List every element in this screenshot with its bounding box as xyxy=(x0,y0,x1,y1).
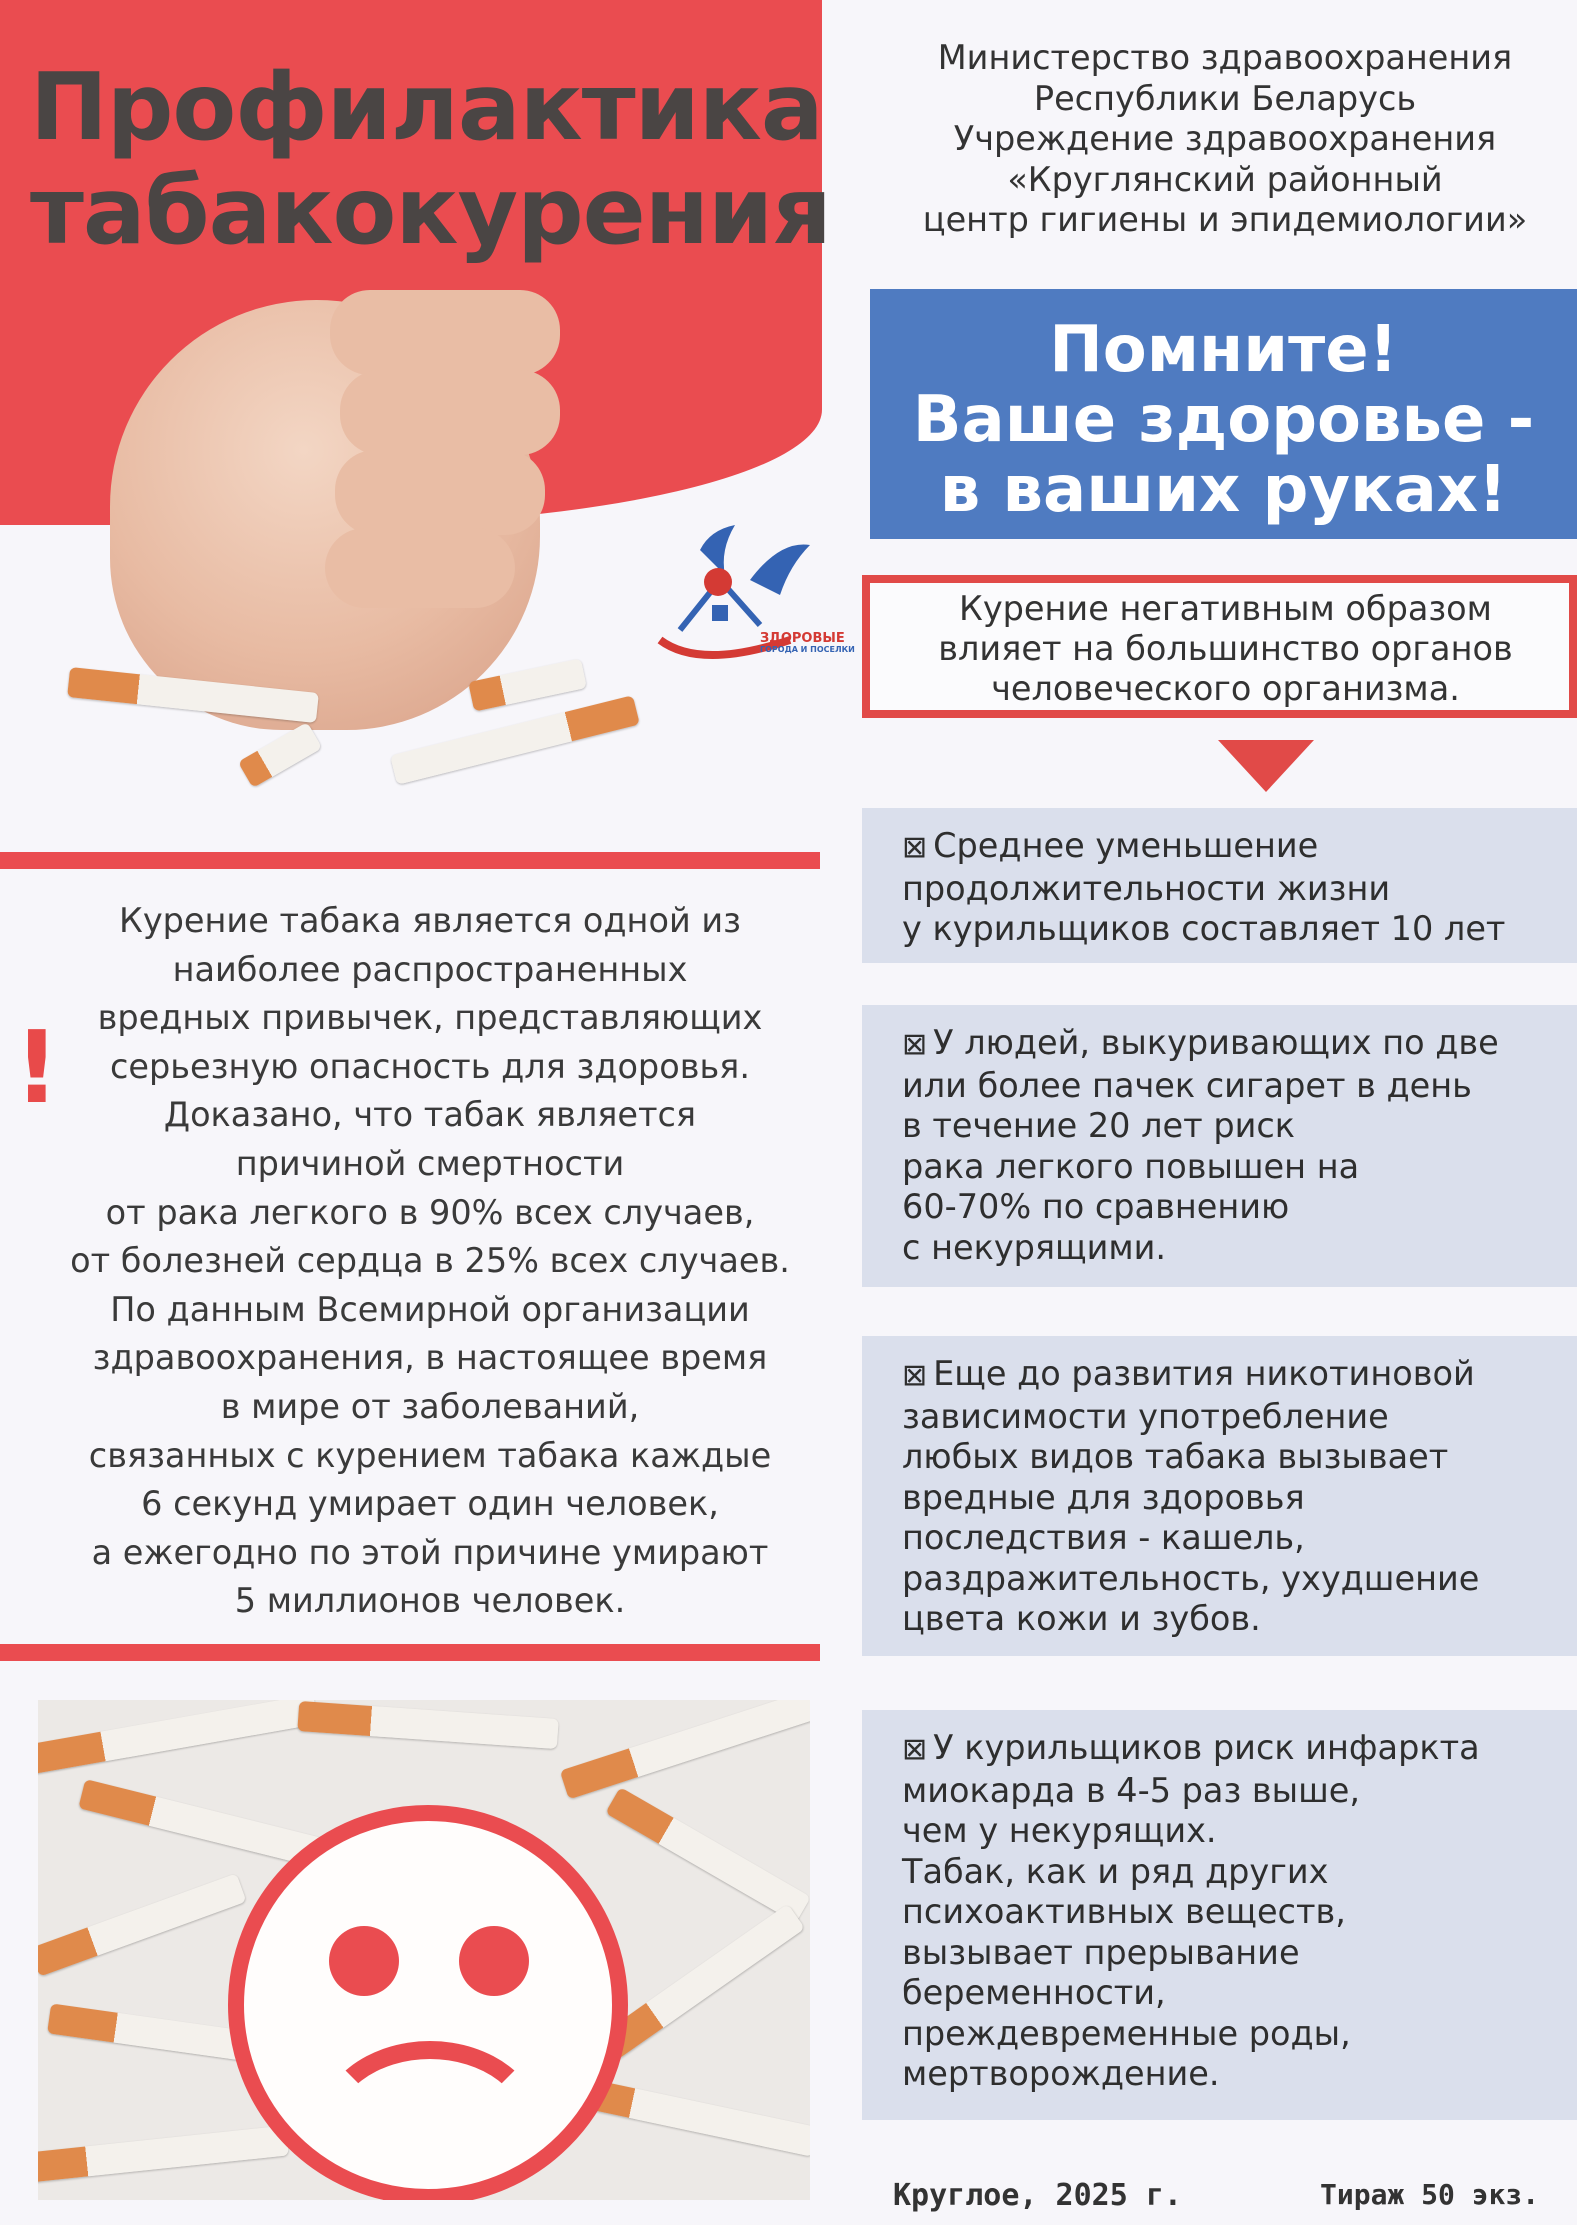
title-line-1: Профилактика xyxy=(30,53,823,161)
checkbox-icon: ⊠ xyxy=(902,1732,928,1767)
warning-box: Курение негативным образом влияет на большинство органов человеческого организма. xyxy=(862,575,1577,718)
sad-face-icon xyxy=(228,1805,628,2200)
exclamation-icon: ! xyxy=(14,1009,60,1126)
footer-place-year: Круглое, 2025 г. xyxy=(893,2178,1182,2213)
fact-box-1: ⊠ Среднее уменьшение продолжительности жизни у курильщиков составляет 10 лет xyxy=(862,808,1577,963)
remember-banner: Помните! Ваше здоровье - в ваших руках! xyxy=(870,289,1577,539)
title-line-2: табакокурения xyxy=(30,157,831,266)
divider-bottom xyxy=(0,1644,820,1661)
issuer-header: Министерство здравоохранения Республики Беларусь Учреждение здравоохранения «Круглянский районный центр гигиены и эпидемиологии» xyxy=(922,38,1528,239)
fact-box-3: ⊠ Еще до развития никотиновой зависимости употребление любых видов табака вызывает вредные для здоровья последствия - кашель, раздражительность, ухудшение цвета кожи и зубов. xyxy=(862,1336,1577,1656)
fact-box-4: ⊠ У курильщиков риск инфаркта миокарда в 4-5 раз выше, чем у некурящих. Табак, как и ряд других психоактивных веществ, вызывает прерывание беременности, преждевременные роды, мертворождение. xyxy=(862,1710,1577,2120)
broken-cigarettes-sad-face-photo xyxy=(38,1700,810,2200)
logo-caption: ЗДОРОВЫЕ ГОРОДА И ПОСЕЛКИ xyxy=(760,631,855,654)
healthy-cities-logo xyxy=(640,520,840,680)
divider-top xyxy=(0,852,820,869)
checkbox-icon: ⊠ xyxy=(902,1358,928,1393)
checkbox-icon: ⊠ xyxy=(902,830,928,865)
fact-box-2: ⊠ У людей, выкуривающих по две или более пачек сигарет в день в течение 20 лет риск рака легкого повышен на 60-70% по сравнению с некурящими. xyxy=(862,1005,1577,1287)
down-arrow-icon xyxy=(1218,740,1314,792)
checkbox-icon: ⊠ xyxy=(902,1027,928,1062)
page-title xyxy=(30,53,831,266)
footer-print-run: Тираж 50 экз. xyxy=(1320,2178,1540,2211)
smoking-facts-text: Курение табака является одной из наиболее распространенных вредных привычек, представляющих серьезную опасность для здоровья. Доказано, что табак является причиной смертности от рака легкого в 90% всех случаев, от болезней сердца в 25% всех случаев. По данным Всемирной организации здравоохранения, в настоящее время в мире от заболеваний, связанных с курением табака каждые 6 секунд умирает один человек, а ежегодно по этой причине умирают 5 миллионов человек. xyxy=(70,901,790,1621)
